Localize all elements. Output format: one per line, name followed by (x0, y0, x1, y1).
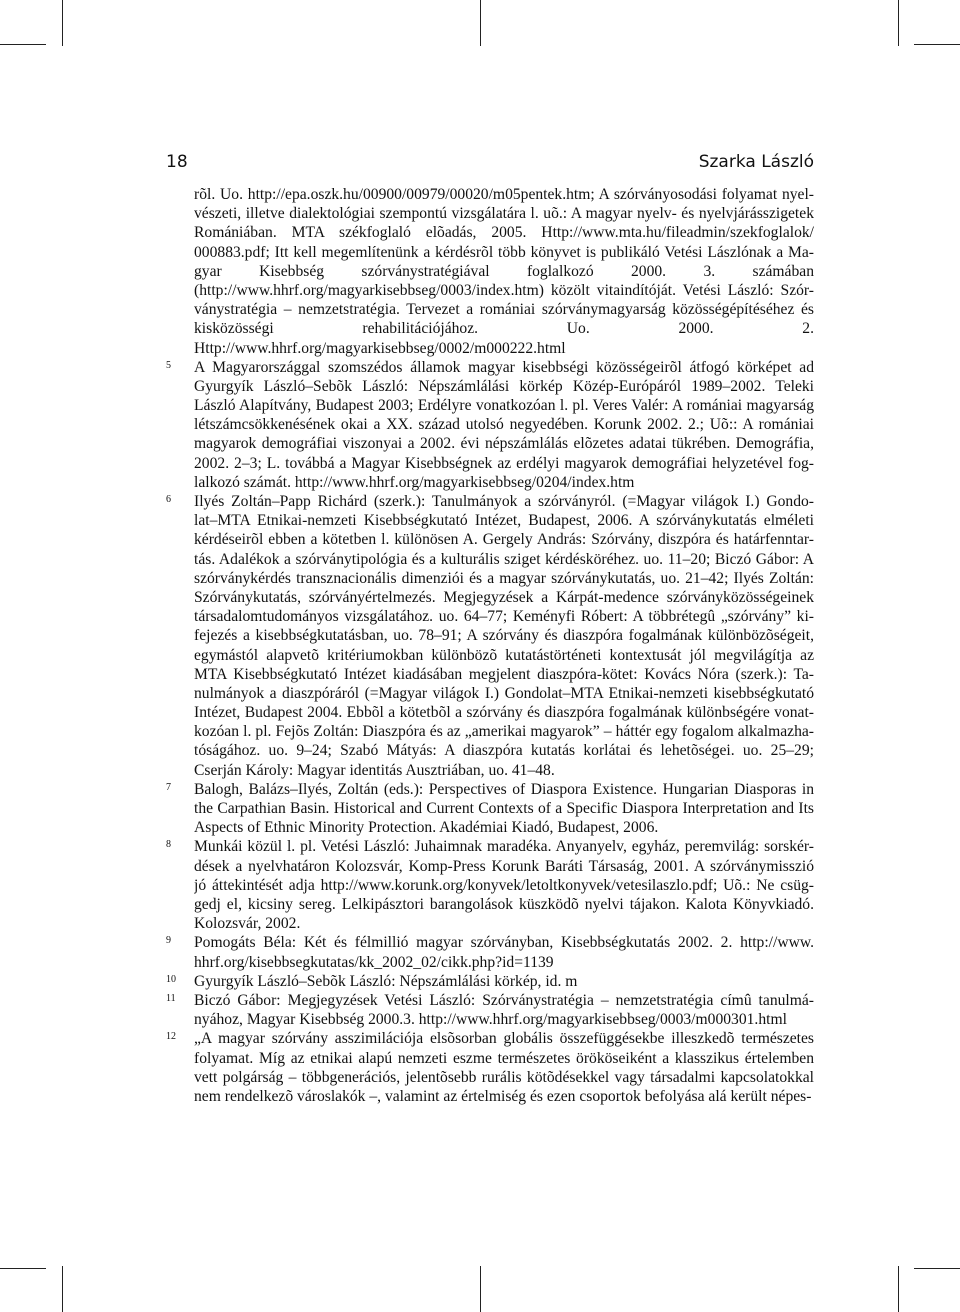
running-title: Szarka László (698, 152, 814, 172)
footnote-number: 6 (166, 494, 171, 506)
crop-mark (0, 1268, 46, 1269)
footnote-line: Balogh, Balázs–Ilyés, Zoltán (eds.): Perspectives of Diaspora Existence. Hungarian Diasporas in (194, 780, 814, 798)
crop-mark (62, 0, 63, 46)
crop-mark (914, 44, 960, 45)
footnote (166, 933, 814, 971)
footnote-line: szórványkérdés transznacionális dimenziói és a magyar szórványkutatás, uo. 21–42; Ilyés Zoltán: (194, 569, 814, 587)
footnote-line: rõl. Uo. http://epa.oszk.hu/00900/00979/00020/m05pentek.htm; A szórványosodási folyamat nyel- (194, 186, 814, 203)
footnote-number: 5 (166, 359, 171, 371)
footnote (166, 991, 814, 1029)
footnote-line: fejezés a kisebbségkutatásban, uo. 78–91; A szórvány és diaszpóra fogalmának különbözõségeit, (194, 627, 814, 645)
footnote-line: Http://www.hhrf.org/magyarkisebbseg/0002/m000222.html (194, 339, 566, 357)
footnote-line: Biczó Gábor: Megjegyzések Vetési László: Szórványstratégia – nemzetstratégia címû tanulmá- (194, 991, 814, 1009)
footnote-line: László Alapítvány, Budapest 2003; Erdélyre vonatkozóan l. pl. Veres Valér: A romániai magyarság (194, 397, 814, 415)
footnote-number: 11 (166, 992, 176, 1004)
footnote-number: 7 (166, 781, 171, 793)
footnote (166, 780, 814, 838)
footnote-line: Gyurgyík László–Sebõk László: Népszámlálási körkép Közép-Európáról 1989–2002. Teleki (194, 377, 814, 395)
footnote-line: folyamat. Míg az etnikai alapú nemzeti eszme természetes örököseiként a klasszikus értelemben (194, 1049, 814, 1067)
crop-mark (898, 0, 899, 46)
crop-mark (480, 1266, 481, 1312)
crop-mark (914, 1268, 960, 1269)
footnote-line: 000883.pdf; Itt kell megemlítenünk a kérdésrõl több könyvet is publikáló Vetési Lászlónak a Ma- (194, 243, 814, 261)
footnote-number: 12 (166, 1031, 176, 1043)
footnote-line: Kolozsvár, 2002. (194, 915, 301, 933)
footnote (166, 185, 814, 358)
footnote-line: Cserján Károly: Magyar identitás Ausztriában, uo. 41–48. (194, 761, 555, 779)
footnote-line: tás. Adalékok a szórványtipológia és a kulturális sziget kérdésköréhez. uo. 11–20; Biczó Gábor: A (194, 550, 814, 568)
footnote-line: társadalomtudományos vizsgálatához. uo. 64–77; Keményfi Róbert: A többrétegû „szórvány” ki- (194, 608, 814, 626)
footnote-line: lalkozó számát. http://www.hhrf.org/magyarkisebbseg/0204/index.htm (194, 473, 635, 491)
footnote-line: dések a nyelvhatáron Kolozsvár, Komp-Press Korunk Baráti Társaság, 2001. A szórványmisszió (194, 857, 814, 875)
footnote-number: 8 (166, 839, 171, 851)
footnote-line: Ilyés Zoltán–Papp Richárd (szerk.): Tanulmányok a szórványról. (=Magyar világok I.) Gondo- (194, 493, 814, 511)
crop-mark (0, 44, 46, 45)
footnote-line: lat–MTA Etnikai-nemzeti Kisebbségkutató Intézet, Budapest, 2006. A szórványkutatás elméleti (194, 512, 814, 530)
footnote-line: nyához, Magyar Kisebbség 2000.3. http://www.hhrf.org/magyarkisebbseg/0003/m000301.html (194, 1011, 787, 1029)
footnote-line: kozóan l. pl. Fejõs Zoltán: Diaszpóra és az „amerikai magyarok” – háttér egy fogalom alkalmazha- (194, 723, 814, 741)
footnote-line: Intézet, Budapest 2004. Ebbõl a kötetbõl a szórvány és diaszpóra fogalmának különbségére vonat- (194, 704, 814, 722)
footnote (166, 972, 814, 991)
footnote-line: gedj el, kicsiny sereg. Lelkipásztori barangolások küszködõ nyelvi tájakon. Kalota Könyvkiadó. (194, 896, 814, 913)
crop-mark (62, 1266, 63, 1312)
footnote-line: Gyurgyík László–Sebõk László: Népszámlálási körkép, id. m (194, 972, 578, 990)
footnote-line: (http://www.hhrf.org/magyarkisebbseg/0003/index.htm) közölt vitaindítóját. Vetési László: Szór- (194, 281, 814, 299)
footnote-line: „A magyar szórvány asszimilációja elsõsorban globális összefüggésekbe illeszkedõ természetes (194, 1030, 814, 1048)
footnote-line: Pomogáts Béla: Két és félmillió magyar szórványban, Kisebbségkutatás 2002. 2. http://www. (194, 934, 814, 952)
footnote-line: Szórványkutatás, szórványértelmezés. Megjegyzések a Kárpát-medence szórványközösségeinek (194, 588, 814, 606)
footnote-number: 9 (166, 935, 171, 947)
footnote-line: kérdéseirõl ebben a kötetben l. különösen A. Gergely András: Szórvány, diszpóra és határfenntar- (194, 531, 814, 549)
footnote-line: nulmányok a diaszpóráról (=Magyar világok I.) Gondolat–MTA Etnikai-nemzeti kisebbségkutató (194, 684, 814, 702)
crop-mark (898, 1266, 899, 1312)
footnote-line: the Carpathian Basin. Historical and Current Contexts of a Specific Diaspora Interpretation and Its (194, 800, 814, 818)
footnote-line: A Magyarországgal szomszédos államok magyar kisebbségi közösségeirõl átfogó körképet ad (194, 358, 814, 376)
footnote-line: kisközösségi rehabilitációjához. Uo. 2000. 2. (194, 320, 814, 338)
footnote (166, 358, 814, 492)
footnote-line: tóságához. uo. 9–24; Szabó Mátyás: A diaszpóra kutatás korlátai és lehetõségei. uo. 25–29; (194, 742, 814, 760)
footnote-line: Munkái közül l. pl. Vetési László: Juhaimnak maradéka. Anyanyelv, egyház, peremvilág: sorskér- (194, 838, 814, 856)
footnote-line: magyarok demográfiai viszonyai a 2002. évi népszámlálás elõzetes adatai tükrében. Demográfia, (194, 435, 814, 453)
footnote-line: jó áttekintését adja http://www.korunk.org/konyvek/letoltkonyvek/vetesilaszlo.pdf; Uõ.: Ne csüg- (194, 876, 814, 894)
footnote-line: nem rendelkezõ városlakók –, valamint az értelmiség és ezen csoportok befolyása alá került népes- (194, 1087, 812, 1105)
crop-mark (480, 0, 481, 46)
footnote-line: vett polgárság – többgenerációs, jelentõsebb rurális kötõdésekkel vagy társadalmi kapcsolatokkal (194, 1068, 814, 1086)
footnote-number: 10 (166, 973, 176, 985)
footnote (166, 837, 814, 933)
page-header (166, 152, 814, 182)
footnote-line: MTA Kisebbségkutató Intézet kiadásában megjelent diaszpóra-kötet: Kovács Nóra (szerk.): Ta- (194, 665, 814, 683)
page-number: 18 (166, 152, 188, 172)
footnote-line: Aspects of Ethnic Minority Protection. Akadémiai Kiadó, Budapest, 2006. (194, 819, 659, 837)
footnote-line: ványstratégia – nemzetstratégia. Tervezet a romániai szórványmagyarság közösségépítéséhez és (194, 301, 814, 319)
footnote-line: gyar Kisebbség szórványstratégiával foglalkozó 2000. 3. számában (194, 262, 814, 280)
footnote (166, 492, 814, 780)
footnote-line: Romániában. MTA székfoglaló elõadás, 2005. Http://www.mta.hu/fileadmin/szekfoglalok/ (194, 224, 814, 242)
footnotes (166, 185, 814, 1106)
footnote-line: létszámcsökkenésének okai a XX. század utolsó negyedében. Korunk 2002. 2.; Uõ:: A romániai (194, 416, 814, 434)
footnote-line: vészeti, illetve dialektológiai szempontú vizsgálatára l. uõ.: A magyar nyelv- és nyelvjárásszigetek (194, 205, 814, 223)
footnote-line: 2002. 2–3; L. továbbá a Magyar Kisebbségnek az erdélyi magyarok demográfiai helyzetével fog- (194, 454, 814, 472)
footnote (166, 1029, 814, 1106)
footnote-line: egymástól alapvetõ kritériumokban különbözõ kutatástörténeti kontextusát jól megvilágítja az (194, 646, 814, 664)
footnote-line: hhrf.org/kisebbsegkutatas/kk_2002_02/cikk.php?id=1139 (194, 953, 554, 971)
